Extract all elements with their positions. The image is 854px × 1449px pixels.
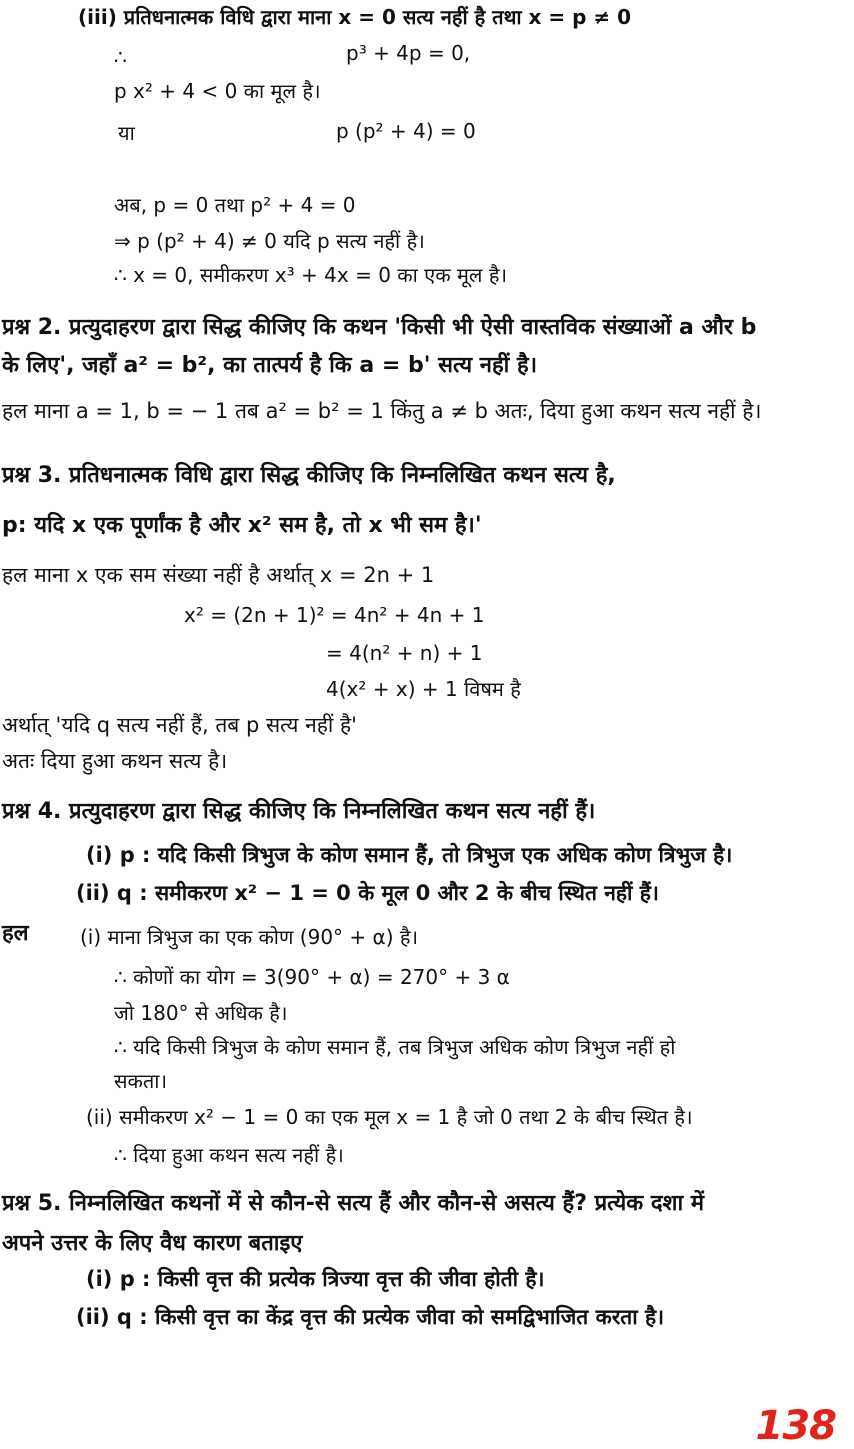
question-5-cont: अपने उत्तर के लिए वैध कारण बताइए <box>2 1231 303 1256</box>
math-line: ∴ कोणों का योग = 3(90° + α) = 270° + 3 α <box>114 965 510 989</box>
text-line: सकता। <box>114 1069 168 1093</box>
math-line: ∴ x = 0, समीकरण x³ + 4x = 0 का एक मूल है। <box>114 263 508 287</box>
question-4-i: (i) p : यदि किसी त्रिभुज के कोण समान हैं, तो त्रिभुज एक अधिक कोण त्रिभुज है। <box>86 843 733 867</box>
question-4-ii: (ii) q : समीकरण x² − 1 = 0 के मूल 0 और 2 के बीच स्थित नहीं हैं। <box>76 881 659 905</box>
solution-2: हल माना a = 1, b = − 1 तब a² = b² = 1 किंतु a ≠ b अतः, दिया हुआ कथन सत्य नहीं है। <box>2 399 762 423</box>
solution-3: हल माना x एक सम संख्या नहीं है अर्थात् x = 2n + 1 <box>2 563 435 587</box>
math-line: अब, p = 0 तथा p² + 4 = 0 <box>114 193 356 217</box>
text-line: अतः दिया हुआ कथन सत्य है। <box>2 749 228 773</box>
text-line: या <box>118 121 135 145</box>
question-4: प्रश्न 4. प्रत्युदाहरण द्वारा सिद्ध कीजिए कि निम्नलिखित कथन सत्य नहीं हैं। <box>2 799 596 824</box>
text-line: ∴ दिया हुआ कथन सत्य नहीं है। <box>114 1143 344 1167</box>
question-2: प्रश्न 2. प्रत्युदाहरण द्वारा सिद्ध कीजिए कि कथन 'किसी भी ऐसी वास्तविक संख्याओं a और b <box>2 315 757 340</box>
math-line: ⇒ p (p² + 4) ≠ 0 यदि p सत्य नहीं है। <box>114 229 425 253</box>
text-line: (i) माना त्रिभुज का एक कोण (90° + α) है। <box>80 925 419 949</box>
equation: p³ + 4p = 0, <box>346 41 471 65</box>
math-line: p x² + 4 < 0 का मूल है। <box>114 79 321 103</box>
text-line: ∴ यदि किसी त्रिभुज के कोण समान हैं, तब त्रिभुज अधिक कोण त्रिभुज नहीं हो <box>114 1035 676 1059</box>
text-line: जो 180° से अधिक है। <box>114 1001 288 1025</box>
therefore-symbol: ∴ <box>114 45 127 69</box>
math-line: x² = (2n + 1)² = 4n² + 4n + 1 <box>184 603 485 627</box>
question-3-statement: p: यदि x एक पूर्णांक है और x² सम है, तो x भी सम है।' <box>2 513 482 538</box>
question-3: प्रश्न 3. प्रतिधनात्मक विधि द्वारा सिद्ध कीजिए कि निम्नलिखित कथन सत्य है, <box>2 463 616 488</box>
question-5-ii: (ii) q : किसी वृत्त का केंद्र वृत्त की प्रत्येक जीवा को समद्विभाजित करता है। <box>76 1305 665 1329</box>
question-5: प्रश्न 5. निम्नलिखित कथनों में से कौन-से सत्य हैं और कौन-से असत्य हैं? प्रत्येक दशा में <box>2 1191 705 1216</box>
math-line: 4(x² + x) + 1 विषम है <box>326 677 521 701</box>
text-line: अर्थात् 'यदि q सत्य नहीं हैं, तब p सत्य नहीं है' <box>2 713 357 737</box>
equation: p (p² + 4) = 0 <box>336 119 476 143</box>
page-number: 138 <box>755 1403 836 1449</box>
question-5-i: (i) p : किसी वृत्त की प्रत्येक त्रिज्या वृत्त की जीवा होती है। <box>86 1267 545 1291</box>
question-2-cont: के लिए', जहाँ a² = b², का तात्पर्य है कि a = b' सत्य नहीं है। <box>2 353 538 378</box>
text-line: (ii) समीकरण x² − 1 = 0 का एक मूल x = 1 है जो 0 तथा 2 के बीच स्थित है। <box>86 1105 693 1129</box>
math-line: = 4(n² + n) + 1 <box>326 641 483 665</box>
solution-label: हल <box>2 921 29 946</box>
line-iii: (iii) प्रतिधनात्मक विधि द्वारा माना x = 0 सत्य नहीं है तथा x = p ≠ 0 <box>78 5 631 29</box>
